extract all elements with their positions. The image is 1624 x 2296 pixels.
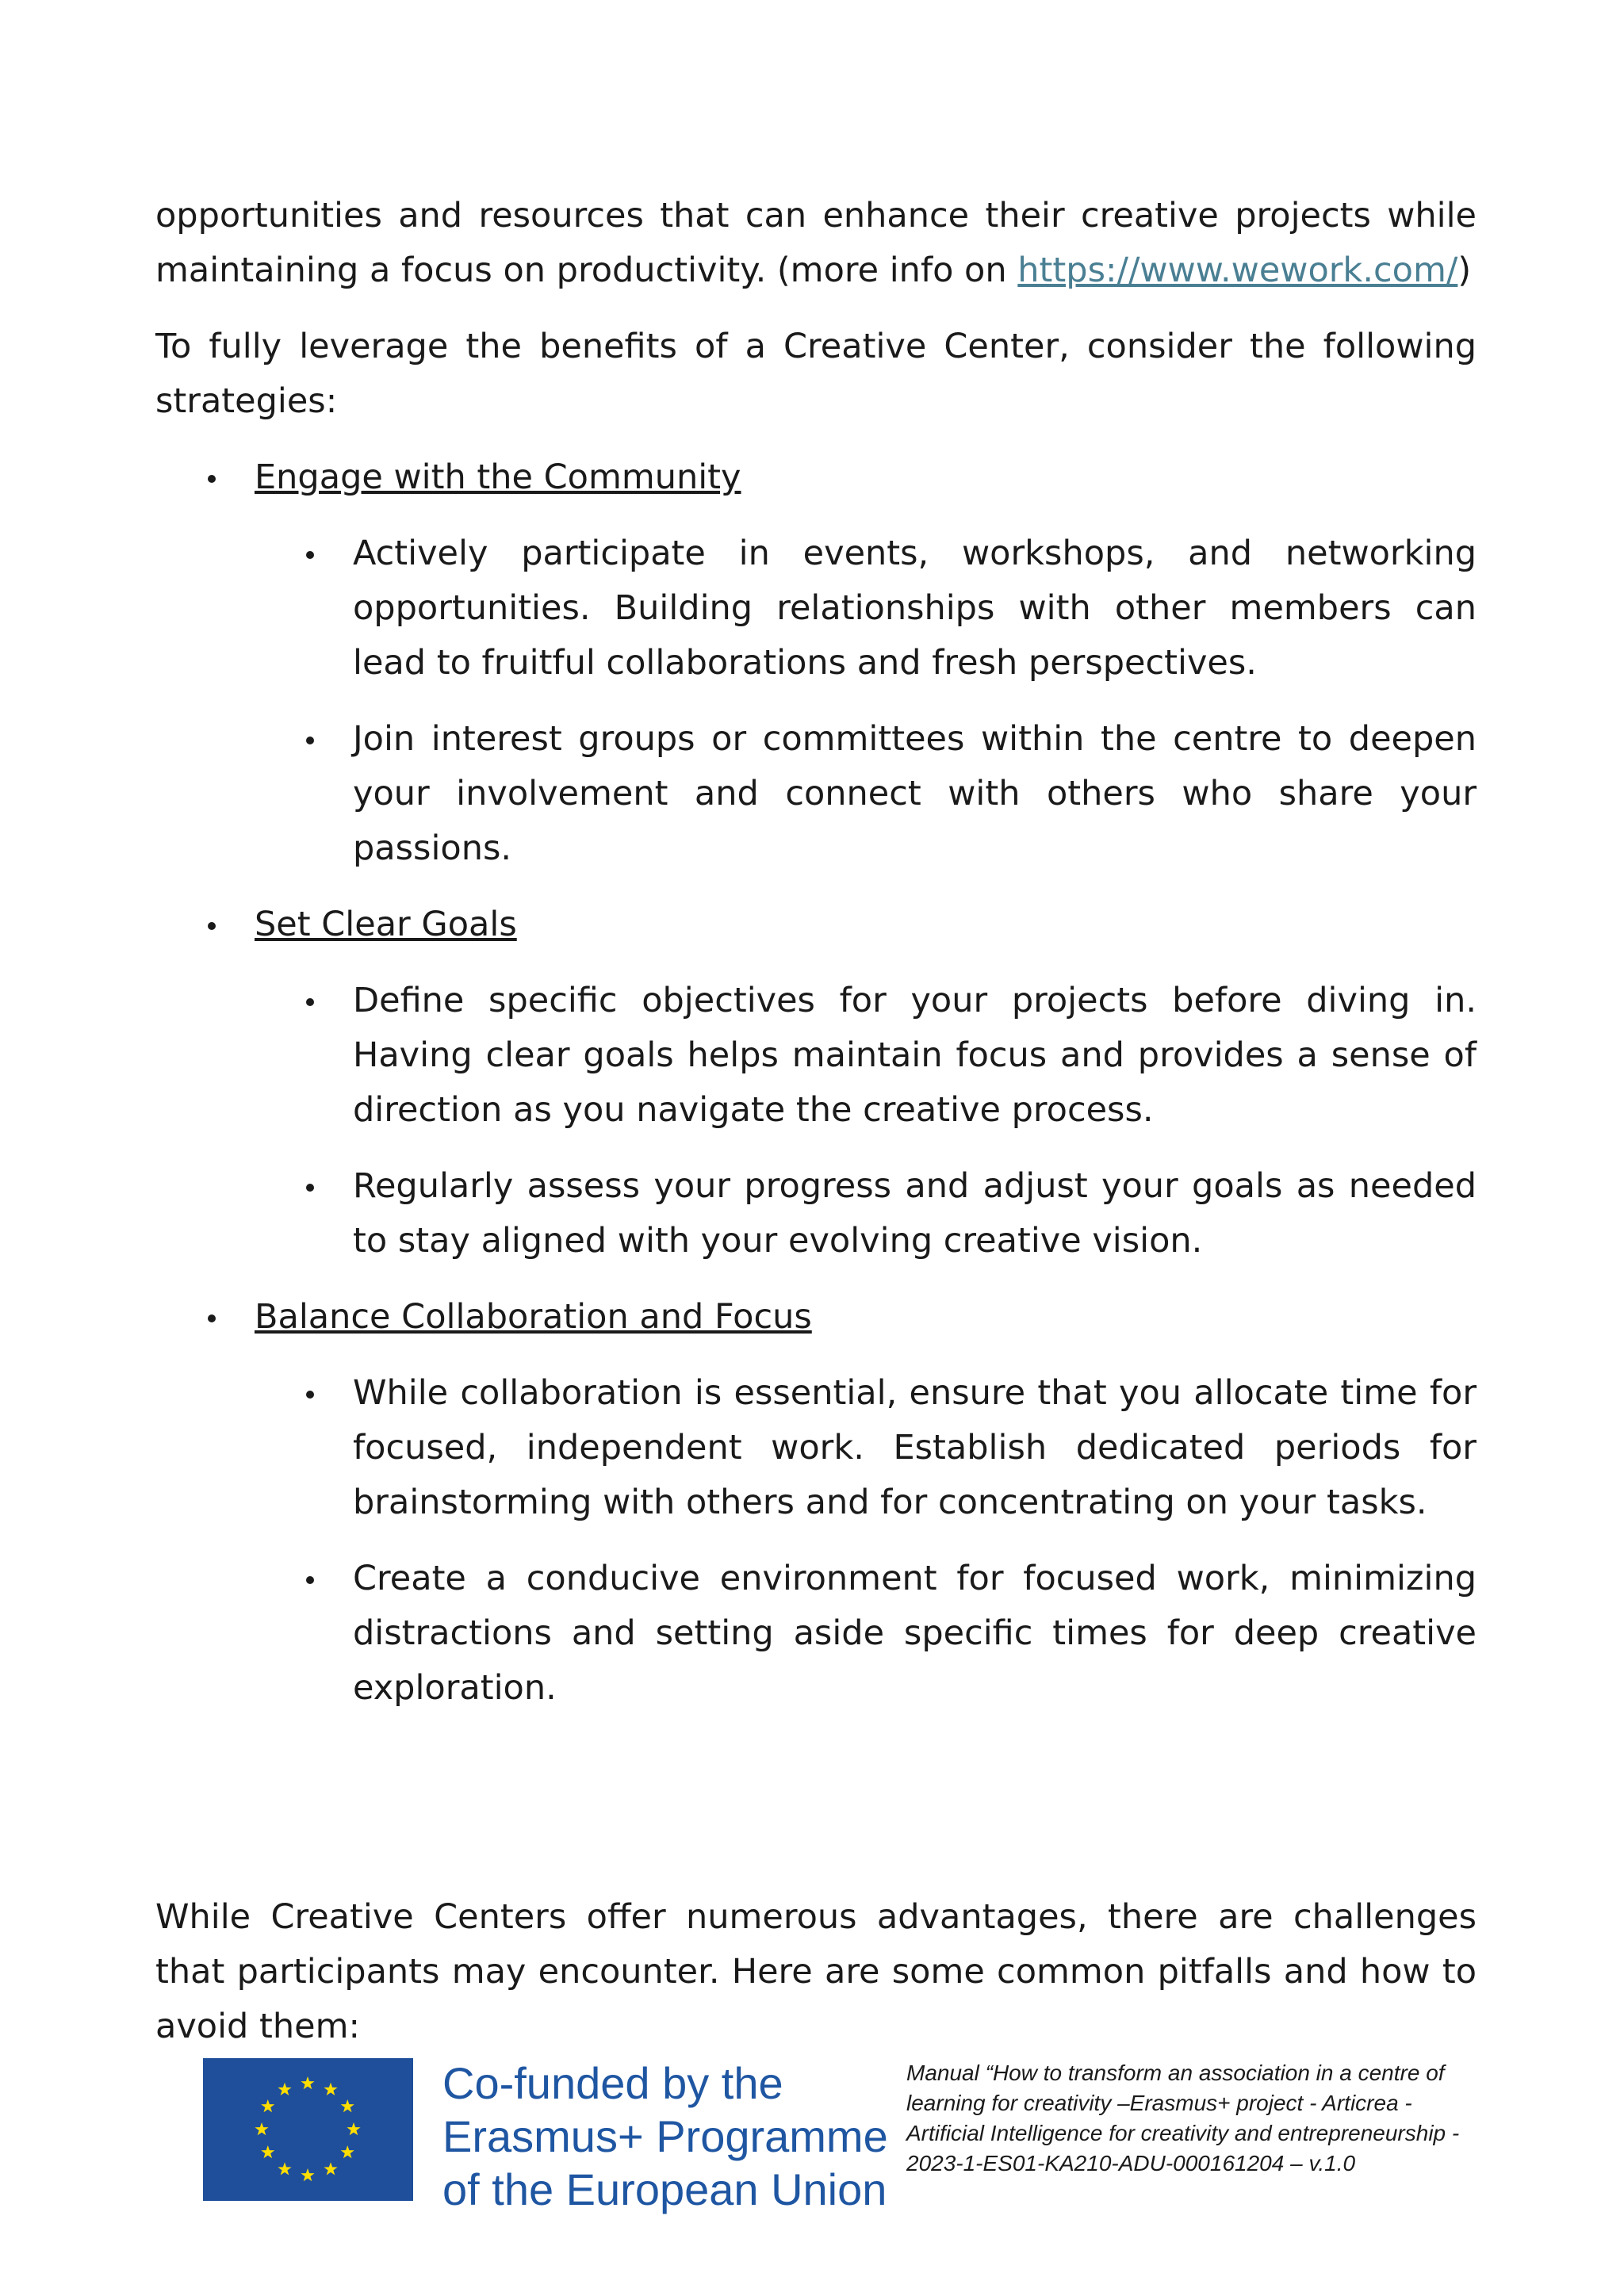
strategy-point-text: While collaboration is essential, ensure that you allocate time for focused, independent work. Establish dedicated periods for brainstorming with others and for concentrating on your tasks. [353,1373,1477,1522]
strategy-point-text: Define specific objectives for your projects before diving in. Having clear goals helps maintain focus and provides a sense of direction as you navigate the creative process. [353,981,1477,1130]
eu-star-icon [278,2083,291,2095]
section-gap [155,1737,1477,1890]
strategy-point-text: Create a conducive environment for focused work, minimizing distractions and setting aside specific times for deep creative exploration. [353,1559,1477,1708]
eu-stars-icon [203,2058,413,2201]
eu-star-icon [341,2099,354,2112]
strategy-item [155,897,1477,952]
strategy-title: Engage with the Community [255,457,741,497]
eu-star-icon [255,2122,268,2135]
eu-star-icon [261,2099,274,2112]
strategy-point [155,526,1477,691]
strategy-title: Balance Collaboration and Focus [255,1297,812,1337]
intro-paragraph [155,189,1477,298]
wework-link[interactable]: https://www.wework.com/ [1017,251,1458,290]
eu-star-icon [324,2162,337,2175]
cofunded-line: of the European Union [442,2164,887,2214]
eu-star-icon [301,2168,314,2181]
bullet-icon [306,737,314,744]
strategy-item [155,1290,1477,1345]
strategy-point-text: Actively participate in events, workshops, and networking opportunities. Building relationships with other members can lead to fruitful collaborations and fresh perspectives. [353,534,1477,683]
strategy-point-text: Regularly assess your progress and adjust your goals as needed to stay aligned with your evolving creative vision. [353,1166,1477,1261]
strategy-title: Set Clear Goals [255,905,517,944]
eu-star-icon [324,2083,337,2095]
eu-star-icon [278,2162,291,2175]
manual-reference: Manual “How to transform an association in a centre of learning for creativity –Erasmus+ project - Articrea - Artificial Intelligence for creativity and entrepreneurship - 2023-1-ES01-KA210-ADU-000161204 – v.1.0 [906,2061,1460,2175]
strategy-point [155,974,1477,1138]
bullet-icon [208,475,216,483]
strategy-point [155,1159,1477,1269]
strategy-point-text: Join interest groups or committees within the centre to deepen your involvement and connect with others who share your passions. [353,719,1477,868]
bullet-icon [306,551,314,559]
strategy-point [155,712,1477,876]
strategy-item [155,450,1477,505]
bullet-icon [208,1314,216,1322]
strategies-intro: To fully leverage the benefits of a Creative Center, consider the following strategies: [155,327,1477,421]
cofunded-line: Erasmus+ Programme [442,2111,888,2161]
eu-star-icon [301,2076,314,2089]
bullet-icon [208,922,216,930]
bullet-icon [306,1391,314,1399]
bullet-icon [306,1576,314,1584]
eu-flag-icon [203,2058,413,2201]
intro-close: ) [1457,251,1472,290]
cofunded-label [442,2057,888,2216]
eu-star-icon [341,2145,354,2158]
intro-text: opportunities and resources that can enhance their creative projects while maintaining a focus on productivity. (more info on [155,196,1477,290]
strategy-point [155,1552,1477,1716]
cofunded-line: Co-funded by the [442,2058,783,2108]
eu-star-icon [347,2122,360,2135]
strategy-point [155,1366,1477,1530]
footer [203,2058,1488,2217]
bullet-icon [306,1184,314,1192]
page-content [155,189,1477,2076]
eu-star-icon [261,2145,274,2158]
bullet-icon [306,998,314,1006]
challenges-paragraph: While Creative Centers offer numerous advantages, there are challenges that participants may encounter. Here are some common pitfalls and how to avoid them: [155,1897,1477,2046]
